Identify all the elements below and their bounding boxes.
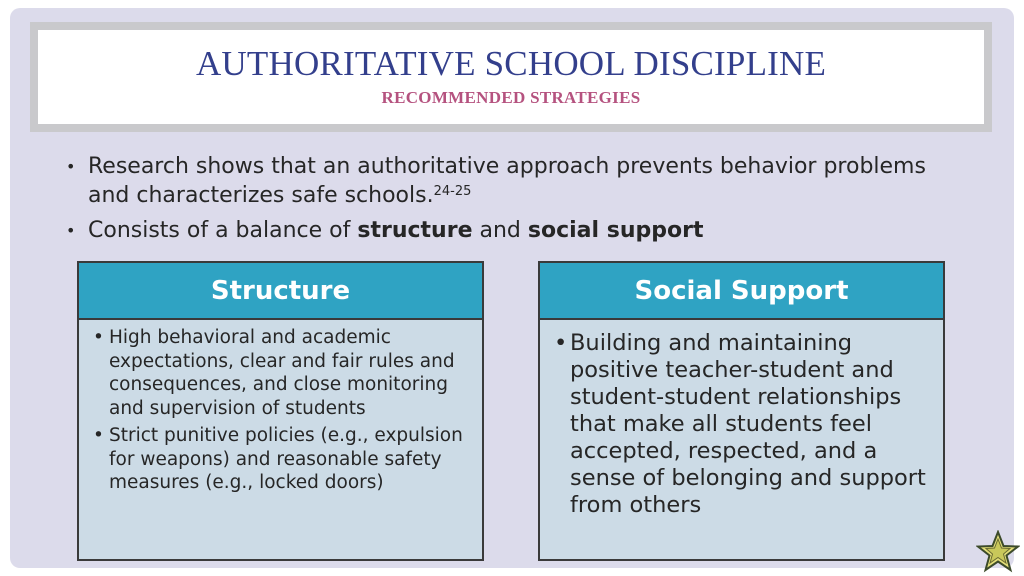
intro-bullet-balance: [66, 216, 966, 245]
star-icon: [976, 530, 1020, 574]
intro-bullets: [66, 152, 966, 251]
structure-item-text: High behavioral and academic expectations, clear and fair rules and consequences, and close monitoring and supervision of students: [109, 327, 455, 419]
list-item: [554, 330, 931, 519]
bullet-dot-icon: •: [66, 157, 76, 176]
structure-panel: [77, 261, 484, 561]
structure-item-text: Strict punitive policies (e.g., expulsion for weapons) and reasonable safety measures (e.g., locked doors): [109, 425, 463, 493]
balance-and: and: [472, 218, 528, 243]
slide-subtitle: RECOMMENDED STRATEGIES: [381, 88, 641, 107]
structure-header: Structure: [79, 263, 482, 320]
research-text: Research shows that an authoritative approach prevents behavior problems and characterizes safe schools.: [88, 154, 926, 208]
intro-bullet-research: [66, 152, 966, 210]
social-support-header: Social Support: [540, 263, 943, 320]
social-support-panel: [538, 261, 945, 561]
structure-emphasis: structure: [357, 218, 473, 243]
structure-list: [79, 320, 482, 495]
slide-title: AUTHORITATIVE SCHOOL DISCIPLINE: [195, 44, 827, 83]
bullet-dot-icon: •: [93, 425, 104, 446]
bullet-dot-icon: •: [93, 327, 104, 348]
bullet-dot-icon: •: [66, 221, 76, 240]
title-panel: [38, 30, 984, 124]
social-support-list: [540, 320, 943, 519]
citation-superscript: 24-25: [433, 184, 472, 199]
list-item: [93, 326, 470, 420]
balance-prefix: Consists of a balance of: [88, 218, 358, 243]
list-item: [93, 424, 470, 495]
social-support-emphasis: social support: [527, 218, 704, 243]
support-item-text: Building and maintaining positive teacher-student and student-student relationships that make all students feel accepted, respected, and a sense of belonging and support from others: [570, 330, 926, 518]
title-frame: [30, 22, 992, 132]
bullet-dot-icon: •: [554, 330, 568, 356]
